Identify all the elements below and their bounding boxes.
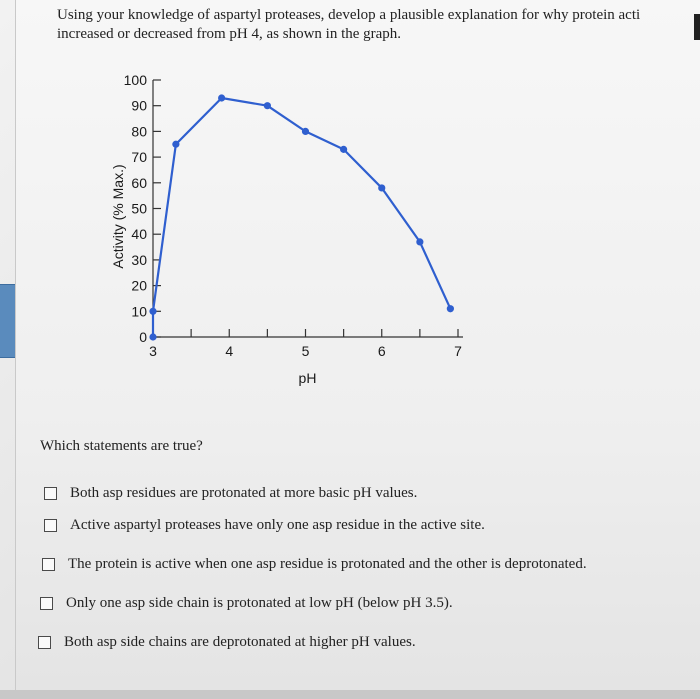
x-tick-label: 5: [301, 343, 310, 359]
y-tick-label: 100: [123, 72, 147, 88]
y-tick-label: 40: [131, 226, 147, 243]
option-1-label: Both asp residues are protonated at more basic pH values.: [70, 485, 418, 501]
option-4-label: Only one asp side chain is protonated at low pH (below pH 3.5).: [66, 595, 453, 611]
y-tick-label: 10: [131, 303, 147, 320]
y-tick-label: 90: [131, 97, 147, 114]
option-4-checkbox[interactable]: [40, 597, 53, 610]
option-3-label: The protein is active when one asp residue is protonated and the other is deprotonated.: [68, 556, 587, 572]
activity-line: [153, 98, 450, 337]
data-point: [416, 238, 423, 245]
option-1[interactable]: [44, 485, 417, 502]
option-3[interactable]: [42, 556, 587, 573]
data-point: [149, 333, 156, 340]
data-point: [447, 305, 454, 312]
data-point: [264, 102, 271, 109]
option-1-checkbox[interactable]: [44, 487, 57, 500]
option-2[interactable]: [44, 517, 485, 534]
option-2-label: Active aspartyl proteases have only one asp residue in the active site.: [70, 517, 485, 533]
data-point: [218, 94, 225, 101]
option-3-checkbox[interactable]: [42, 558, 55, 571]
y-tick-label: 60: [131, 174, 147, 191]
option-4[interactable]: [40, 595, 453, 612]
y-axis-label: Activity (% Max.): [110, 164, 126, 269]
x-axis-label: pH: [298, 370, 317, 386]
y-tick-label: 30: [131, 251, 147, 268]
data-point: [302, 128, 309, 135]
y-tick-label: 20: [131, 277, 147, 294]
question-line-2: increased or decreased from pH 4, as shown in the graph.: [57, 26, 402, 42]
x-tick-label: 4: [225, 343, 234, 359]
data-point: [340, 146, 347, 153]
bottom-bar: [0, 690, 700, 699]
option-5-checkbox[interactable]: [38, 636, 51, 649]
y-tick-label: 50: [131, 200, 147, 217]
option-2-checkbox[interactable]: [44, 519, 57, 532]
data-point: [378, 184, 385, 191]
option-5-label: Both asp side chains are deprotonated at higher pH values.: [64, 634, 416, 650]
statements-prompt: Which statements are true?: [40, 438, 203, 454]
data-point: [172, 141, 179, 148]
x-tick-label: 3: [149, 343, 157, 359]
question-line-1: Using your knowledge of aspartyl proteases, develop a plausible explanation for why protein acti: [57, 7, 641, 23]
y-tick-label: 70: [131, 149, 147, 166]
data-point: [149, 308, 156, 315]
y-tick-label: 0: [139, 329, 147, 345]
x-tick-label: 6: [377, 343, 386, 359]
x-tick-label: 7: [454, 343, 462, 359]
y-tick-label: 80: [131, 123, 147, 140]
option-5[interactable]: [38, 634, 416, 651]
